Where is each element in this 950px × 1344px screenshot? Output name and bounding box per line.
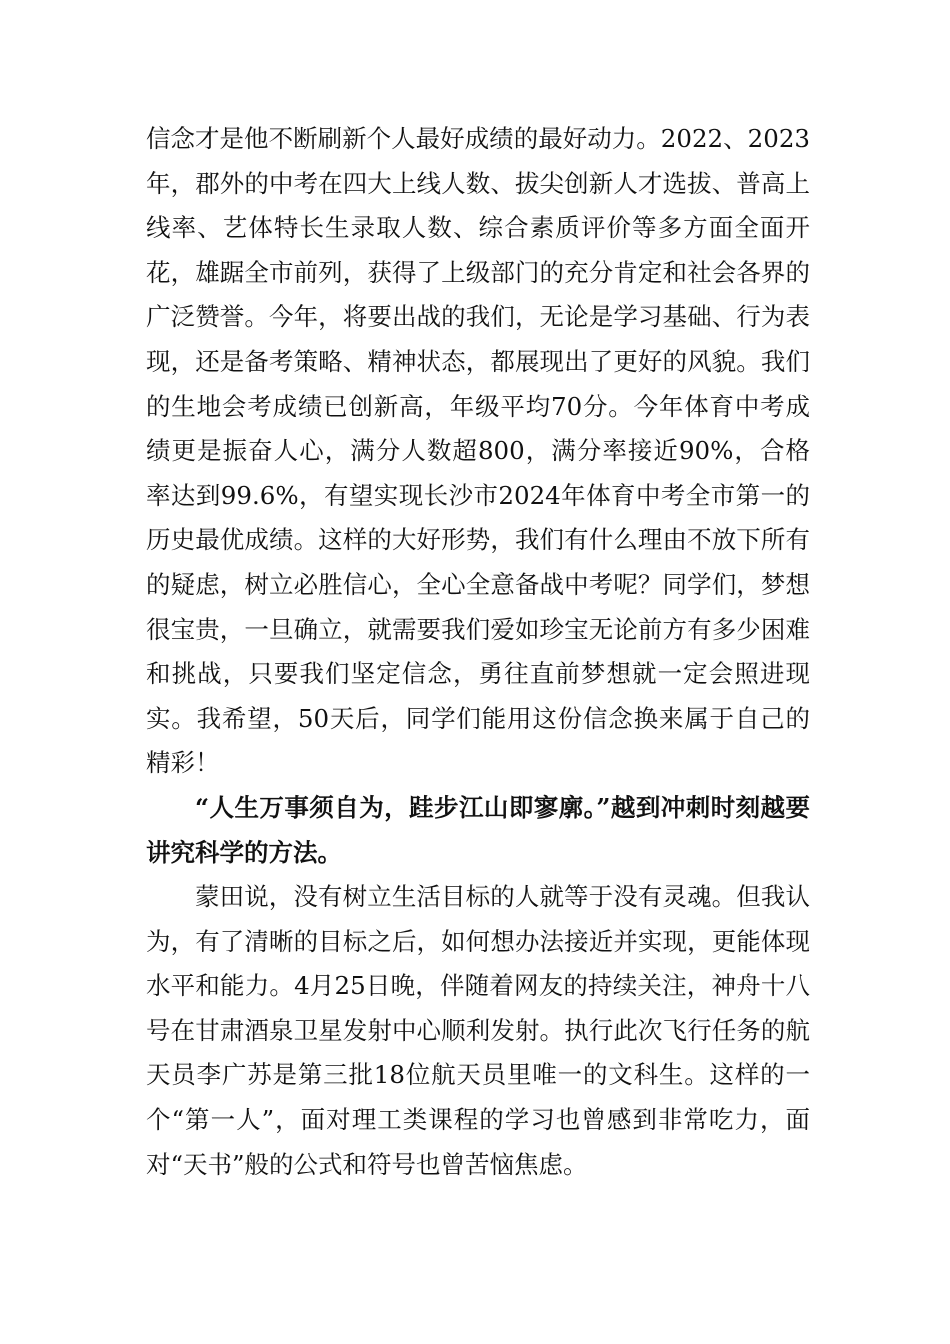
paragraph-continued: 信念才是他不断刷新个人最好成绩的最好动力。2022、2023年，郡外的中考在四大上线人数、拔尖创新人才选拔、普高上线率、艺体特长生录取人数、综合素质评价等多方面全面开花，雄踞全市前列，获得了上级部门的充分肯定和社会各界的广泛赞誉。今年，将要出战的我们，无论是学习基础、行为表现，还是备考策略、精神状态，都展现出了更好的风貌。我们的生地会考成绩已创新高，年级平均70分。今年体育中考成绩更是振奋人心，满分人数超800，满分率接近90%，合格率达到99.6%，有望实现长沙市2024年体育中考全市第一的历史最优成绩。这样的大好形势，我们有什么理由不放下所有的疑虑，树立必胜信心，全心全意备战中考呢？同学们，梦想很宝贵，一旦确立，就需要我们爱如珍宝无论前方有多少困难和挑战，只要我们坚定信念，勇往直前梦想就一定会照进现实。我希望，50天后，同学们能用这份信念换来属于自己的精彩！ xyxy=(146,124,810,778)
section-heading: “人生万事须自为，跬步江山即寥廓。”越到冲刺时刻越要讲究科学的方法。 xyxy=(146,792,810,867)
document-body xyxy=(146,117,810,1187)
paragraph-body: 蒙田说，没有树立生活目标的人就等于没有灵魂。但我认为，有了清晰的目标之后，如何想办法接近并实现，更能体现水平和能力。4月25日晚，伴随着网友的持续关注，神舟十八号在甘肃酒泉卫星发射中心顺利发射。执行此次飞行任务的航天员李广苏是第三批18位航天员里唯一的文科生。这样的一个“第一人”，面对理工类课程的学习也曾感到非常吃力，面对“天书”般的公式和符号也曾苦恼焦虑。 xyxy=(146,882,810,1179)
